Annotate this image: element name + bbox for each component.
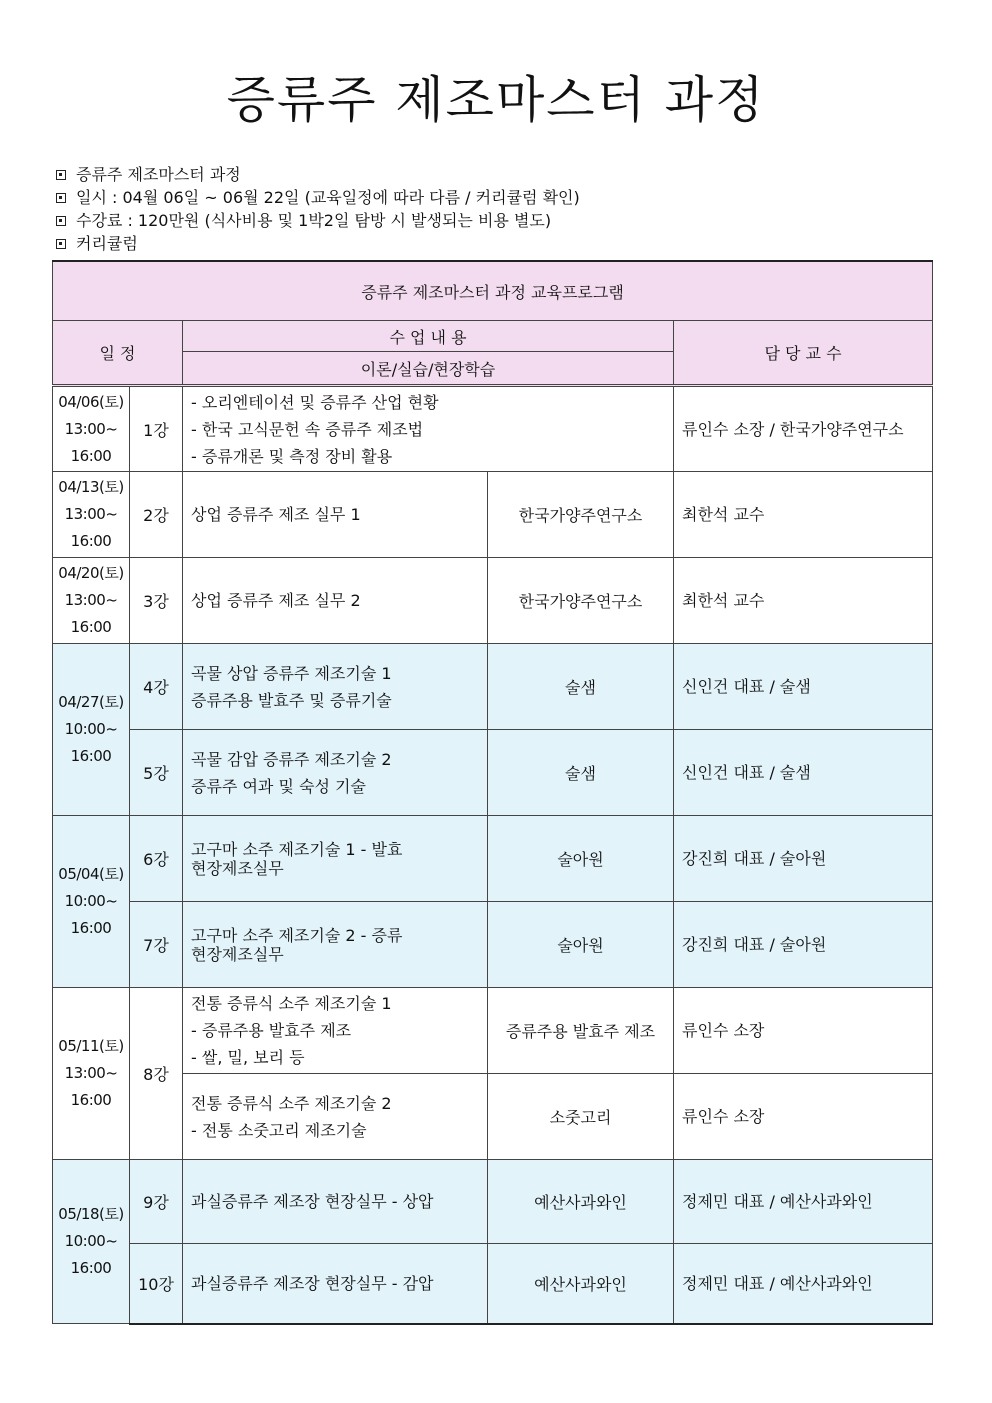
table-row — [53, 472, 933, 558]
lesson-content: 고구마 소주 제조기술 2 - 증류 현장제조실무 — [183, 902, 488, 988]
lesson-content: 고구마 소주 제조기술 1 - 발효 현장제조실무 — [183, 816, 488, 902]
schedule-cell: 04/13(토) 13:00~ 16:00 — [53, 472, 130, 558]
place-cell: 소줏고리 — [488, 1074, 674, 1160]
schedule-cell: 04/20(토) 13:00~ 16:00 — [53, 558, 130, 644]
lesson-number: 3강 — [130, 558, 183, 644]
table-row — [53, 558, 933, 644]
lesson-content: 전통 증류식 소주 제조기술 1 - 증류주용 발효주 제조 - 쌀, 밀, 보리 등 — [183, 988, 488, 1074]
table-header-row — [53, 321, 933, 352]
square-bullet-icon — [56, 239, 66, 249]
table-row — [53, 1074, 933, 1160]
lesson-content: 상업 증류주 제조 실무 2 — [183, 558, 488, 644]
program-table — [52, 260, 933, 1325]
place-cell: 술아원 — [488, 816, 674, 902]
table-row — [53, 644, 933, 730]
page-title: 증류주 제조마스터 과정 — [226, 71, 766, 129]
instructor-cell: 최한석 교수 — [674, 558, 933, 644]
info-line: 증류주 제조마스터 과정 — [56, 163, 580, 186]
lesson-number: 9강 — [130, 1160, 183, 1244]
place-cell: 술아원 — [488, 902, 674, 988]
lesson-number: 10강 — [130, 1244, 183, 1324]
instructor-cell: 류인수 소장 — [674, 1074, 933, 1160]
lesson-number: 2강 — [130, 472, 183, 558]
header-content: 수 업 내 용 — [183, 321, 674, 352]
lesson-content: 전통 증류식 소주 제조기술 2 - 전통 소줏고리 제조기술 — [183, 1074, 488, 1160]
square-bullet-icon — [56, 170, 66, 180]
place-cell: 한국가양주연구소 — [488, 472, 674, 558]
schedule-cell: 05/11(토) 13:00~ 16:00 — [53, 988, 130, 1160]
instructor-cell: 신인건 대표 / 술샘 — [674, 644, 933, 730]
place-cell: 한국가양주연구소 — [488, 558, 674, 644]
header-content-sub: 이론/실습/현장학습 — [183, 352, 674, 386]
lesson-content: - 오리엔테이션 및 증류주 산업 현황 - 한국 고식문헌 속 증류주 제조법 - 증류개론 및 측정 장비 활용 — [183, 386, 674, 472]
schedule-cell: 04/27(토) 10:00~ 16:00 — [53, 644, 130, 816]
instructor-cell: 강진희 대표 / 술아원 — [674, 816, 933, 902]
table-row — [53, 730, 933, 816]
square-bullet-icon — [56, 216, 66, 226]
lesson-content: 과실증류주 제조장 현장실무 - 상압 — [183, 1160, 488, 1244]
lesson-content: 곡물 감압 증류주 제조기술 2 증류주 여과 및 숙성 기술 — [183, 730, 488, 816]
info-line: 일시 : 04월 06일 ~ 06월 22일 (교육일정에 따라 다름 / 커리큘럼 확인) — [56, 186, 580, 209]
table-row — [53, 386, 933, 472]
lesson-content: 상업 증류주 제조 실무 1 — [183, 472, 488, 558]
table-title: 증류주 제조마스터 과정 교육프로그램 — [53, 261, 933, 321]
instructor-cell: 강진희 대표 / 술아원 — [674, 902, 933, 988]
lesson-number: 4강 — [130, 644, 183, 730]
lesson-number: 5강 — [130, 730, 183, 816]
instructor-cell: 정제민 대표 / 예산사과와인 — [674, 1244, 933, 1324]
lesson-number: 7강 — [130, 902, 183, 988]
course-info — [56, 163, 580, 255]
table-title-row — [53, 261, 933, 321]
lesson-number: 8강 — [130, 988, 183, 1160]
instructor-cell: 신인건 대표 / 술샘 — [674, 730, 933, 816]
header-instructor: 담 당 교 수 — [674, 321, 933, 386]
table-row — [53, 902, 933, 988]
lesson-number: 1강 — [130, 386, 183, 472]
table-row — [53, 1244, 933, 1324]
instructor-cell: 류인수 소장 — [674, 988, 933, 1074]
place-cell: 증류주용 발효주 제조 — [488, 988, 674, 1074]
instructor-cell: 정제민 대표 / 예산사과와인 — [674, 1160, 933, 1244]
table-row — [53, 1160, 933, 1244]
table-row — [53, 816, 933, 902]
place-cell: 술샘 — [488, 644, 674, 730]
schedule-cell: 04/06(토) 13:00~ 16:00 — [53, 386, 130, 472]
place-cell: 예산사과와인 — [488, 1160, 674, 1244]
square-bullet-icon — [56, 193, 66, 203]
table-row — [53, 988, 933, 1074]
header-schedule: 일 정 — [53, 321, 183, 386]
instructor-cell: 최한석 교수 — [674, 472, 933, 558]
place-cell: 예산사과와인 — [488, 1244, 674, 1324]
instructor-cell: 류인수 소장 / 한국가양주연구소 — [674, 386, 933, 472]
lesson-number: 6강 — [130, 816, 183, 902]
lesson-content: 곡물 상압 증류주 제조기술 1 증류주용 발효주 및 증류기술 — [183, 644, 488, 730]
info-line: 수강료 : 120만원 (식사비용 및 1박2일 탐방 시 발생되는 비용 별도) — [56, 209, 580, 232]
place-cell: 술샘 — [488, 730, 674, 816]
info-line: 커리큘럼 — [56, 232, 580, 255]
lesson-content: 과실증류주 제조장 현장실무 - 감압 — [183, 1244, 488, 1324]
schedule-cell: 05/18(토) 10:00~ 16:00 — [53, 1160, 130, 1324]
schedule-cell: 05/04(토) 10:00~ 16:00 — [53, 816, 130, 988]
